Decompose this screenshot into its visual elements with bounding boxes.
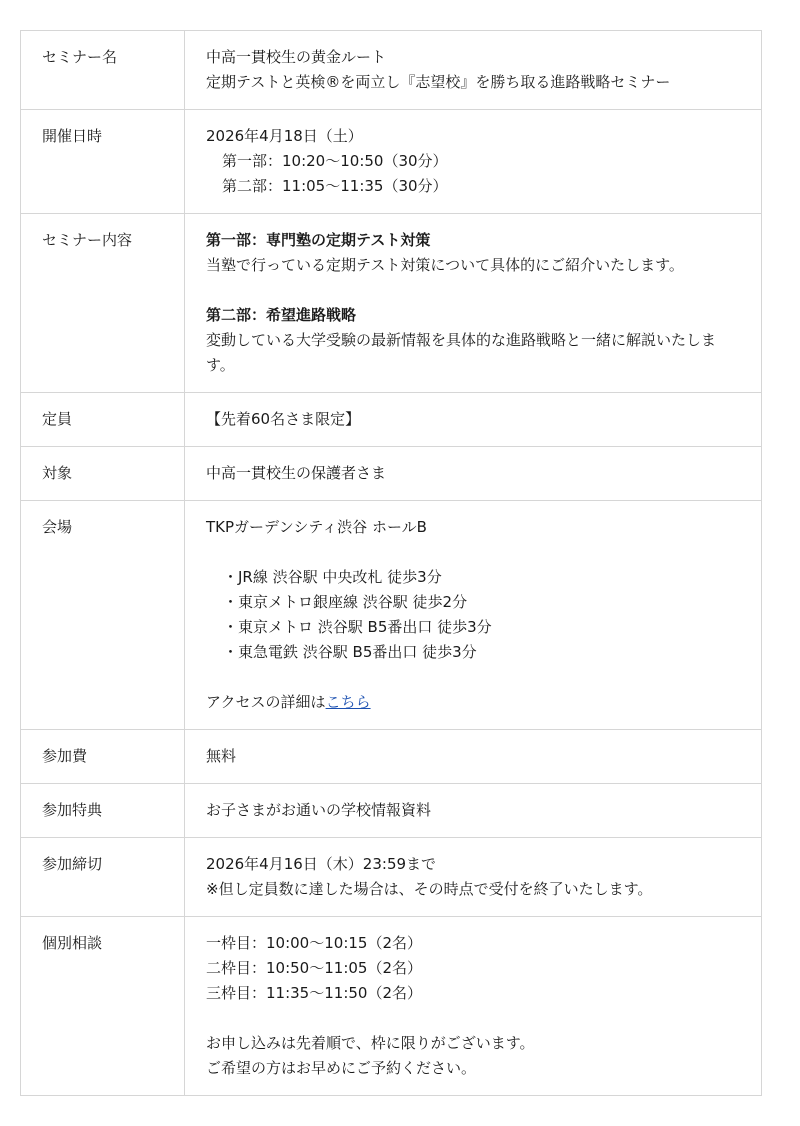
row-bonus: [21, 784, 762, 838]
target-value: 中高一貫校生の保護者さま: [185, 447, 762, 501]
part1-title: 第一部：専門塾の定期テスト対策: [206, 231, 431, 249]
row-venue: [21, 501, 762, 730]
access-prefix: アクセスの詳細は: [206, 693, 326, 711]
row-label: 対象: [21, 447, 185, 501]
venue-value: [185, 501, 762, 730]
spacer: [206, 540, 741, 565]
row-fee: [21, 730, 762, 784]
part1-text: 当塾で行っている定期テスト対策について具体的にご紹介いたします。: [206, 256, 684, 274]
row-seminar-name: [21, 31, 762, 110]
seminar-info-table: [20, 30, 762, 1096]
access-route: ・東京メトロ銀座線 渋谷駅 徒歩2分: [223, 593, 468, 611]
row-content: [21, 214, 762, 393]
bonus-value: お子さまがお通いの学校情報資料: [185, 784, 762, 838]
spacer: [206, 1006, 741, 1031]
seminar-name-value: [185, 31, 762, 110]
row-label: セミナー名: [21, 31, 185, 110]
consult-slot: 一枠目：10:00〜10:15（2名）: [206, 934, 422, 952]
spacer: [206, 278, 741, 303]
row-label: 参加特典: [21, 784, 185, 838]
consult-slot: 三枠目：11:35〜11:50（2名）: [206, 984, 422, 1002]
row-capacity: [21, 393, 762, 447]
access-details: [206, 690, 741, 715]
row-label: 開催日時: [21, 110, 185, 214]
event-date: 2026年4月18日（土）: [206, 127, 363, 145]
row-label: 個別相談: [21, 917, 185, 1096]
row-label: 参加費: [21, 730, 185, 784]
row-consult: [21, 917, 762, 1096]
session-time: 第二部：11:05〜11:35（30分）: [222, 177, 448, 195]
access-details-link[interactable]: こちら: [325, 693, 371, 711]
row-deadline: [21, 838, 762, 917]
capacity-value: 【先着60名さま限定】: [185, 393, 762, 447]
content-value: [185, 214, 762, 393]
fee-value: 無料: [185, 730, 762, 784]
deadline-note: ※但し定員数に達した場合は、その時点で受付を終了いたします。: [206, 880, 653, 898]
access-route: ・JR線 渋谷駅 中央改札 徒歩3分: [223, 568, 442, 586]
consult-note: ご希望の方はお早めにご予約ください。: [206, 1059, 477, 1077]
row-date: [21, 110, 762, 214]
date-value: [185, 110, 762, 214]
seminar-subtitle: 中高一貫校生の黄金ルート: [206, 48, 387, 66]
access-route: ・東京メトロ 渋谷駅 B5番出口 徒歩3分: [223, 618, 492, 636]
venue-name: TKPガーデンシティ渋谷 ホールB: [206, 518, 427, 536]
access-route: ・東急電鉄 渋谷駅 B5番出口 徒歩3分: [223, 643, 477, 661]
consult-value: [185, 917, 762, 1096]
part2-title: 第二部：希望進路戦略: [206, 306, 357, 324]
spacer: [206, 665, 741, 690]
seminar-title: 定期テストと英検®を両立し『志望校』を勝ち取る進路戦略セミナー: [206, 73, 671, 91]
row-label: 定員: [21, 393, 185, 447]
consult-slot: 二枠目：10:50〜11:05（2名）: [206, 959, 422, 977]
row-label: 会場: [21, 501, 185, 730]
seminar-info-sheet: [20, 30, 762, 1096]
session-time: 第一部：10:20〜10:50（30分）: [222, 152, 448, 170]
consult-note: お申し込みは先着順で、枠に限りがございます。: [206, 1034, 535, 1052]
deadline-date: 2026年4月16日（木）23:59まで: [206, 855, 437, 873]
row-label: セミナー内容: [21, 214, 185, 393]
deadline-value: [185, 838, 762, 917]
part2-text: 変動している大学受験の最新情報を具体的な進路戦略と一緒に解説いたします。: [206, 331, 717, 374]
row-target: [21, 447, 762, 501]
row-label: 参加締切: [21, 838, 185, 917]
